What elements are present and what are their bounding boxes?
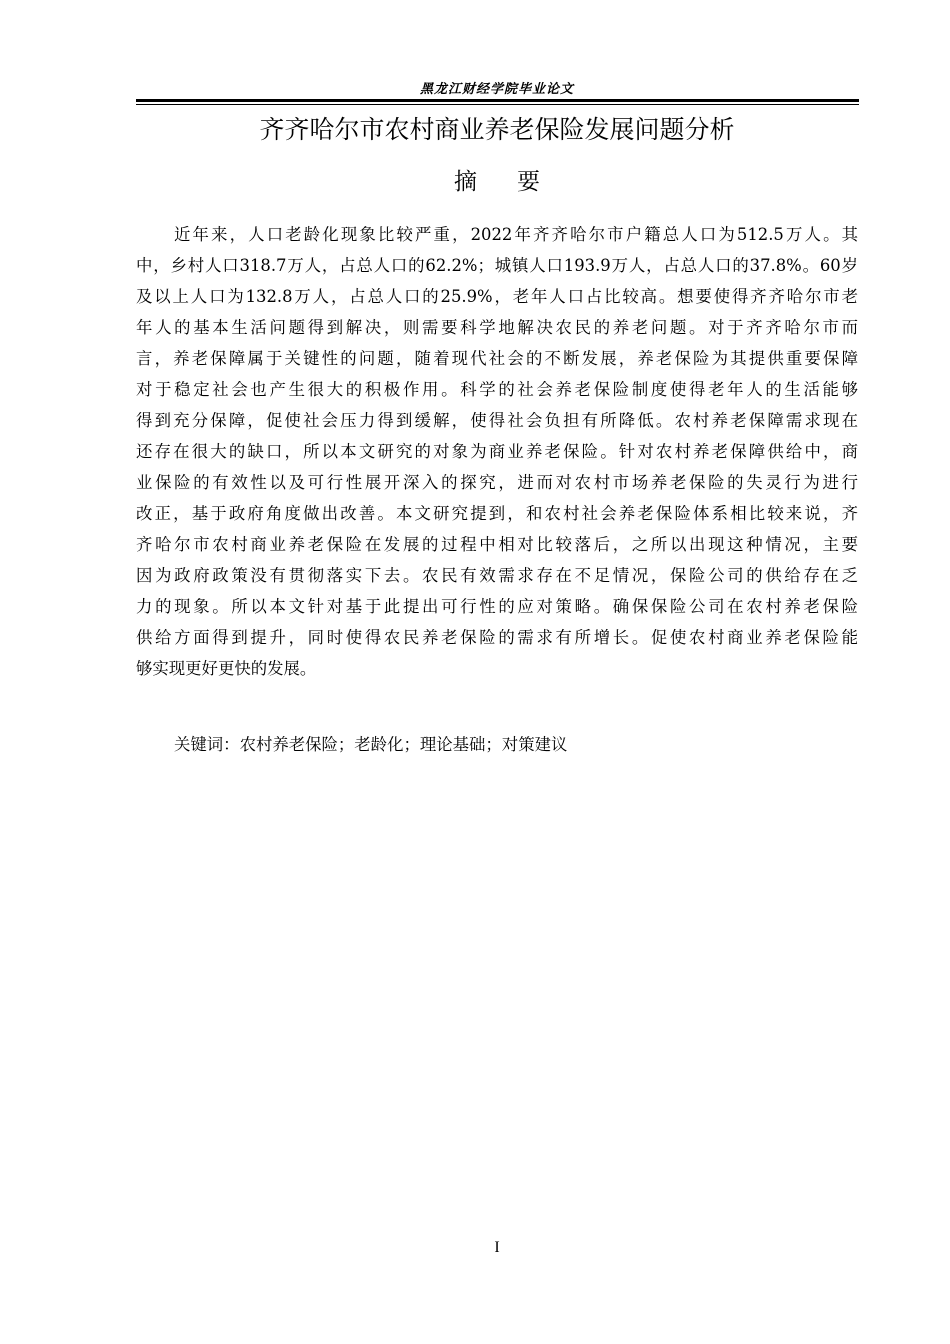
abstract-line: 及以上人口为132.8万人，占总人口的25.9%，老年人口占比较高。想要使得齐齐哈尔市老 <box>136 287 858 306</box>
abstract-line: 改正，基于政府角度做出改善。本文研究提到，和农村社会养老保险体系相比较来说，齐 <box>136 504 858 523</box>
abstract-line: 还存在很大的缺口，所以本文研究的对象为商业养老保险。针对农村养老保障供给中，商 <box>136 442 858 461</box>
header-rule-thick <box>136 99 859 102</box>
abstract-line: 年人的基本生活问题得到解决，则需要科学地解决农民的养老问题。对于齐齐哈尔市而 <box>136 318 858 337</box>
abstract-line: 近年来，人口老龄化现象比较严重，2022年齐齐哈尔市户籍总人口为512.5万人。其 <box>174 225 858 244</box>
keywords-label: 关键词： <box>174 735 240 754</box>
abstract-line: 齐哈尔市农村商业养老保险在发展的过程中相对比较落后，之所以出现这种情况，主要 <box>136 535 858 554</box>
keywords-value: 农村养老保险；老龄化；理论基础；对策建议 <box>239 735 568 754</box>
header-rule-thin <box>136 104 859 105</box>
abstract-line: 对于稳定社会也产生很大的积极作用。科学的社会养老保险制度使得老年人的生活能够 <box>136 380 858 399</box>
abstract-line: 中，乡村人口318.7万人，占总人口的62.2%；城镇人口193.9万人，占总人口的37.8%。60岁 <box>136 256 858 275</box>
page-number: I <box>494 1239 500 1256</box>
abstract-line: 因为政府政策没有贯彻落实下去。农民有效需求存在不足情况，保险公司的供给存在乏 <box>136 566 858 585</box>
abstract-line: 够实现更好更快的发展。 <box>136 659 317 678</box>
running-header: 黑龙江财经学院毕业论文 <box>419 82 574 97</box>
abstract-line: 业保险的有效性以及可行性展开深入的探究，进而对农村市场养老保险的失灵行为进行 <box>136 473 858 492</box>
abstract-body <box>136 219 858 684</box>
abstract-line: 力的现象。所以本文针对基于此提出可行性的应对策略。确保保险公司在农村养老保险 <box>136 597 858 616</box>
abstract-line: 得到充分保障，促使社会压力得到缓解，使得社会负担有所降低。农村养老保障需求现在 <box>136 411 858 430</box>
keywords <box>174 732 858 758</box>
paper-title: 齐齐哈尔市农村商业养老保险发展问题分析 <box>259 115 735 144</box>
abstract-line: 供给方面得到提升，同时使得农民养老保险的需求有所增长。促使农村商业养老保险能 <box>136 628 858 647</box>
abstract-heading: 摘要 <box>454 169 580 195</box>
abstract-line: 言，养老保障属于关键性的问题，随着现代社会的不断发展，养老保险为其提供重要保障 <box>136 349 858 368</box>
